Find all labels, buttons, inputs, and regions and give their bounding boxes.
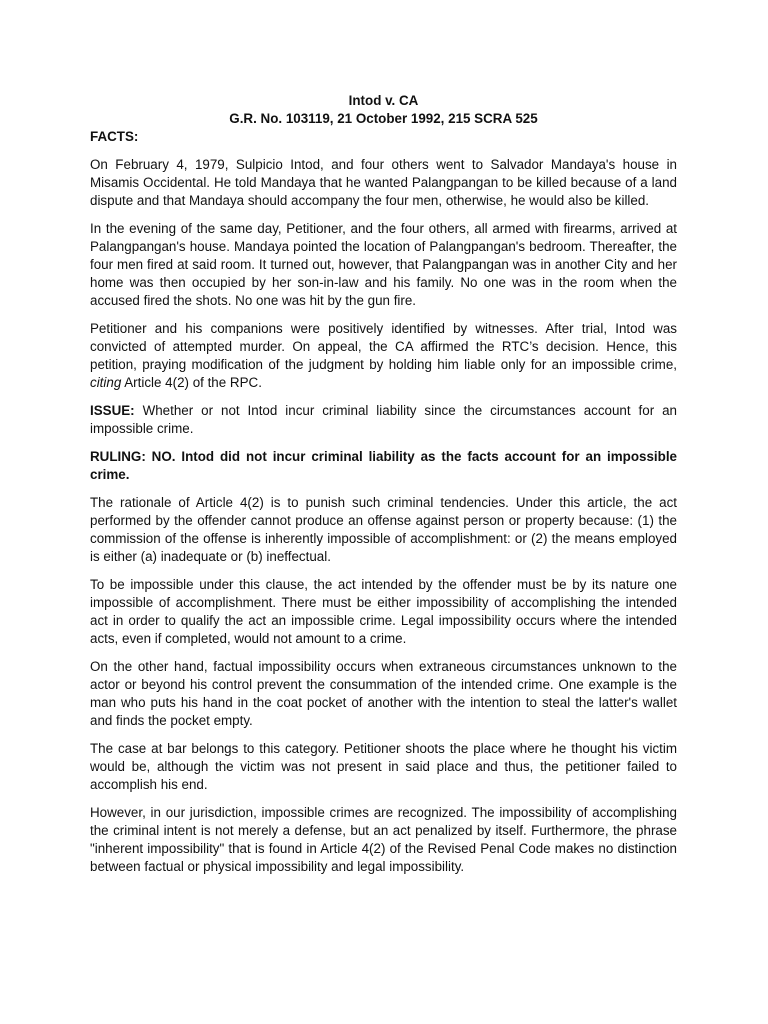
facts-heading: FACTS: (90, 129, 139, 144)
ruling-paragraph-1: The rationale of Article 4(2) is to punish such criminal tendencies. Under this article, the act performed by the offender cannot produce an offense against person or property because: (1) the commission of the offense is inherently impossible of accomplishment: or (2) the means employed is either (a) inadequate or (b) ineffectual. (90, 495, 677, 564)
facts-paragraph-1: On February 4, 1979, Sulpicio Intod, and four others went to Salvador Mandaya's house in Misamis Occidental. He told Mandaya that he wanted Palangpangan to be killed because of a land dispute and that Mandaya should accompany the four men, otherwise, he would also be killed. (90, 157, 677, 208)
ruling-paragraph-3: On the other hand, factual impossibility occurs when extraneous circumstances unknown to the actor or beyond his control prevent the consummation of the intended crime. One example is the man who puts his hand in the coat pocket of another with the intention to steal the latter's wallet and finds the pocket empty. (90, 659, 677, 728)
facts-p3-italic: citing (90, 375, 122, 390)
ruling-paragraph-5: However, in our jurisdiction, impossible crimes are recognized. The impossibility of accomplishing the criminal intent is not merely a defense, but an act penalized by itself. Furthermore, the phrase "inherent impossibility" that is found in Article 4(2) of the Revised Penal Code makes no distinction between factual or physical impossibility and legal impossibility. (90, 805, 677, 874)
issue-label: ISSUE: (90, 403, 135, 418)
facts-p3-text-b: Article 4(2) of the RPC. (121, 375, 262, 390)
ruling-paragraph-4: The case at bar belongs to this category. Petitioner shoots the place where he thought his victim would be, although the victim was not present in said place and thus, the petitioner failed to accomplish his end. (90, 741, 677, 792)
issue-paragraph (90, 402, 677, 438)
ruling-heading: RULING: NO. Intod did not incur criminal liability as the facts account for an impossible crime. (90, 449, 677, 482)
document-page (90, 92, 677, 886)
facts-p3-text-a: Petitioner and his companions were positively identified by witnesses. After trial, Intod was convicted of attempted murder. On appeal, the CA affirmed the RTC’s decision. Hence, this petition, praying modification of the judgment by holding him liable only for an impossible crime, (90, 321, 677, 372)
facts-paragraph-3 (90, 320, 677, 392)
case-citation: G.R. No. 103119, 21 October 1992, 215 SCRA 525 (229, 111, 538, 126)
ruling-paragraph-2: To be impossible under this clause, the act intended by the offender must be by its nature one impossible of accomplishment. There must be either impossibility of accomplishing the intended act in order to qualify the act an impossible crime. Legal impossibility occurs where the intended acts, even if completed, would not amount to a crime. (90, 577, 677, 646)
case-title: Intod v. CA (348, 93, 419, 108)
issue-text: Whether or not Intod incur criminal liability since the circumstances account for an impossible crime. (90, 403, 677, 436)
facts-paragraph-2: In the evening of the same day, Petitioner, and the four others, all armed with firearms, arrived at Palangpangan's house. Mandaya pointed the location of Palangpangan's bedroom. Thereafter, the four men fired at said room. It turned out, however, that Palangpangan was in another City and her home was then occupied by her son-in-law and his family. No one was in the room when the accused fired the shots. No one was hit by the gun fire. (90, 221, 677, 308)
